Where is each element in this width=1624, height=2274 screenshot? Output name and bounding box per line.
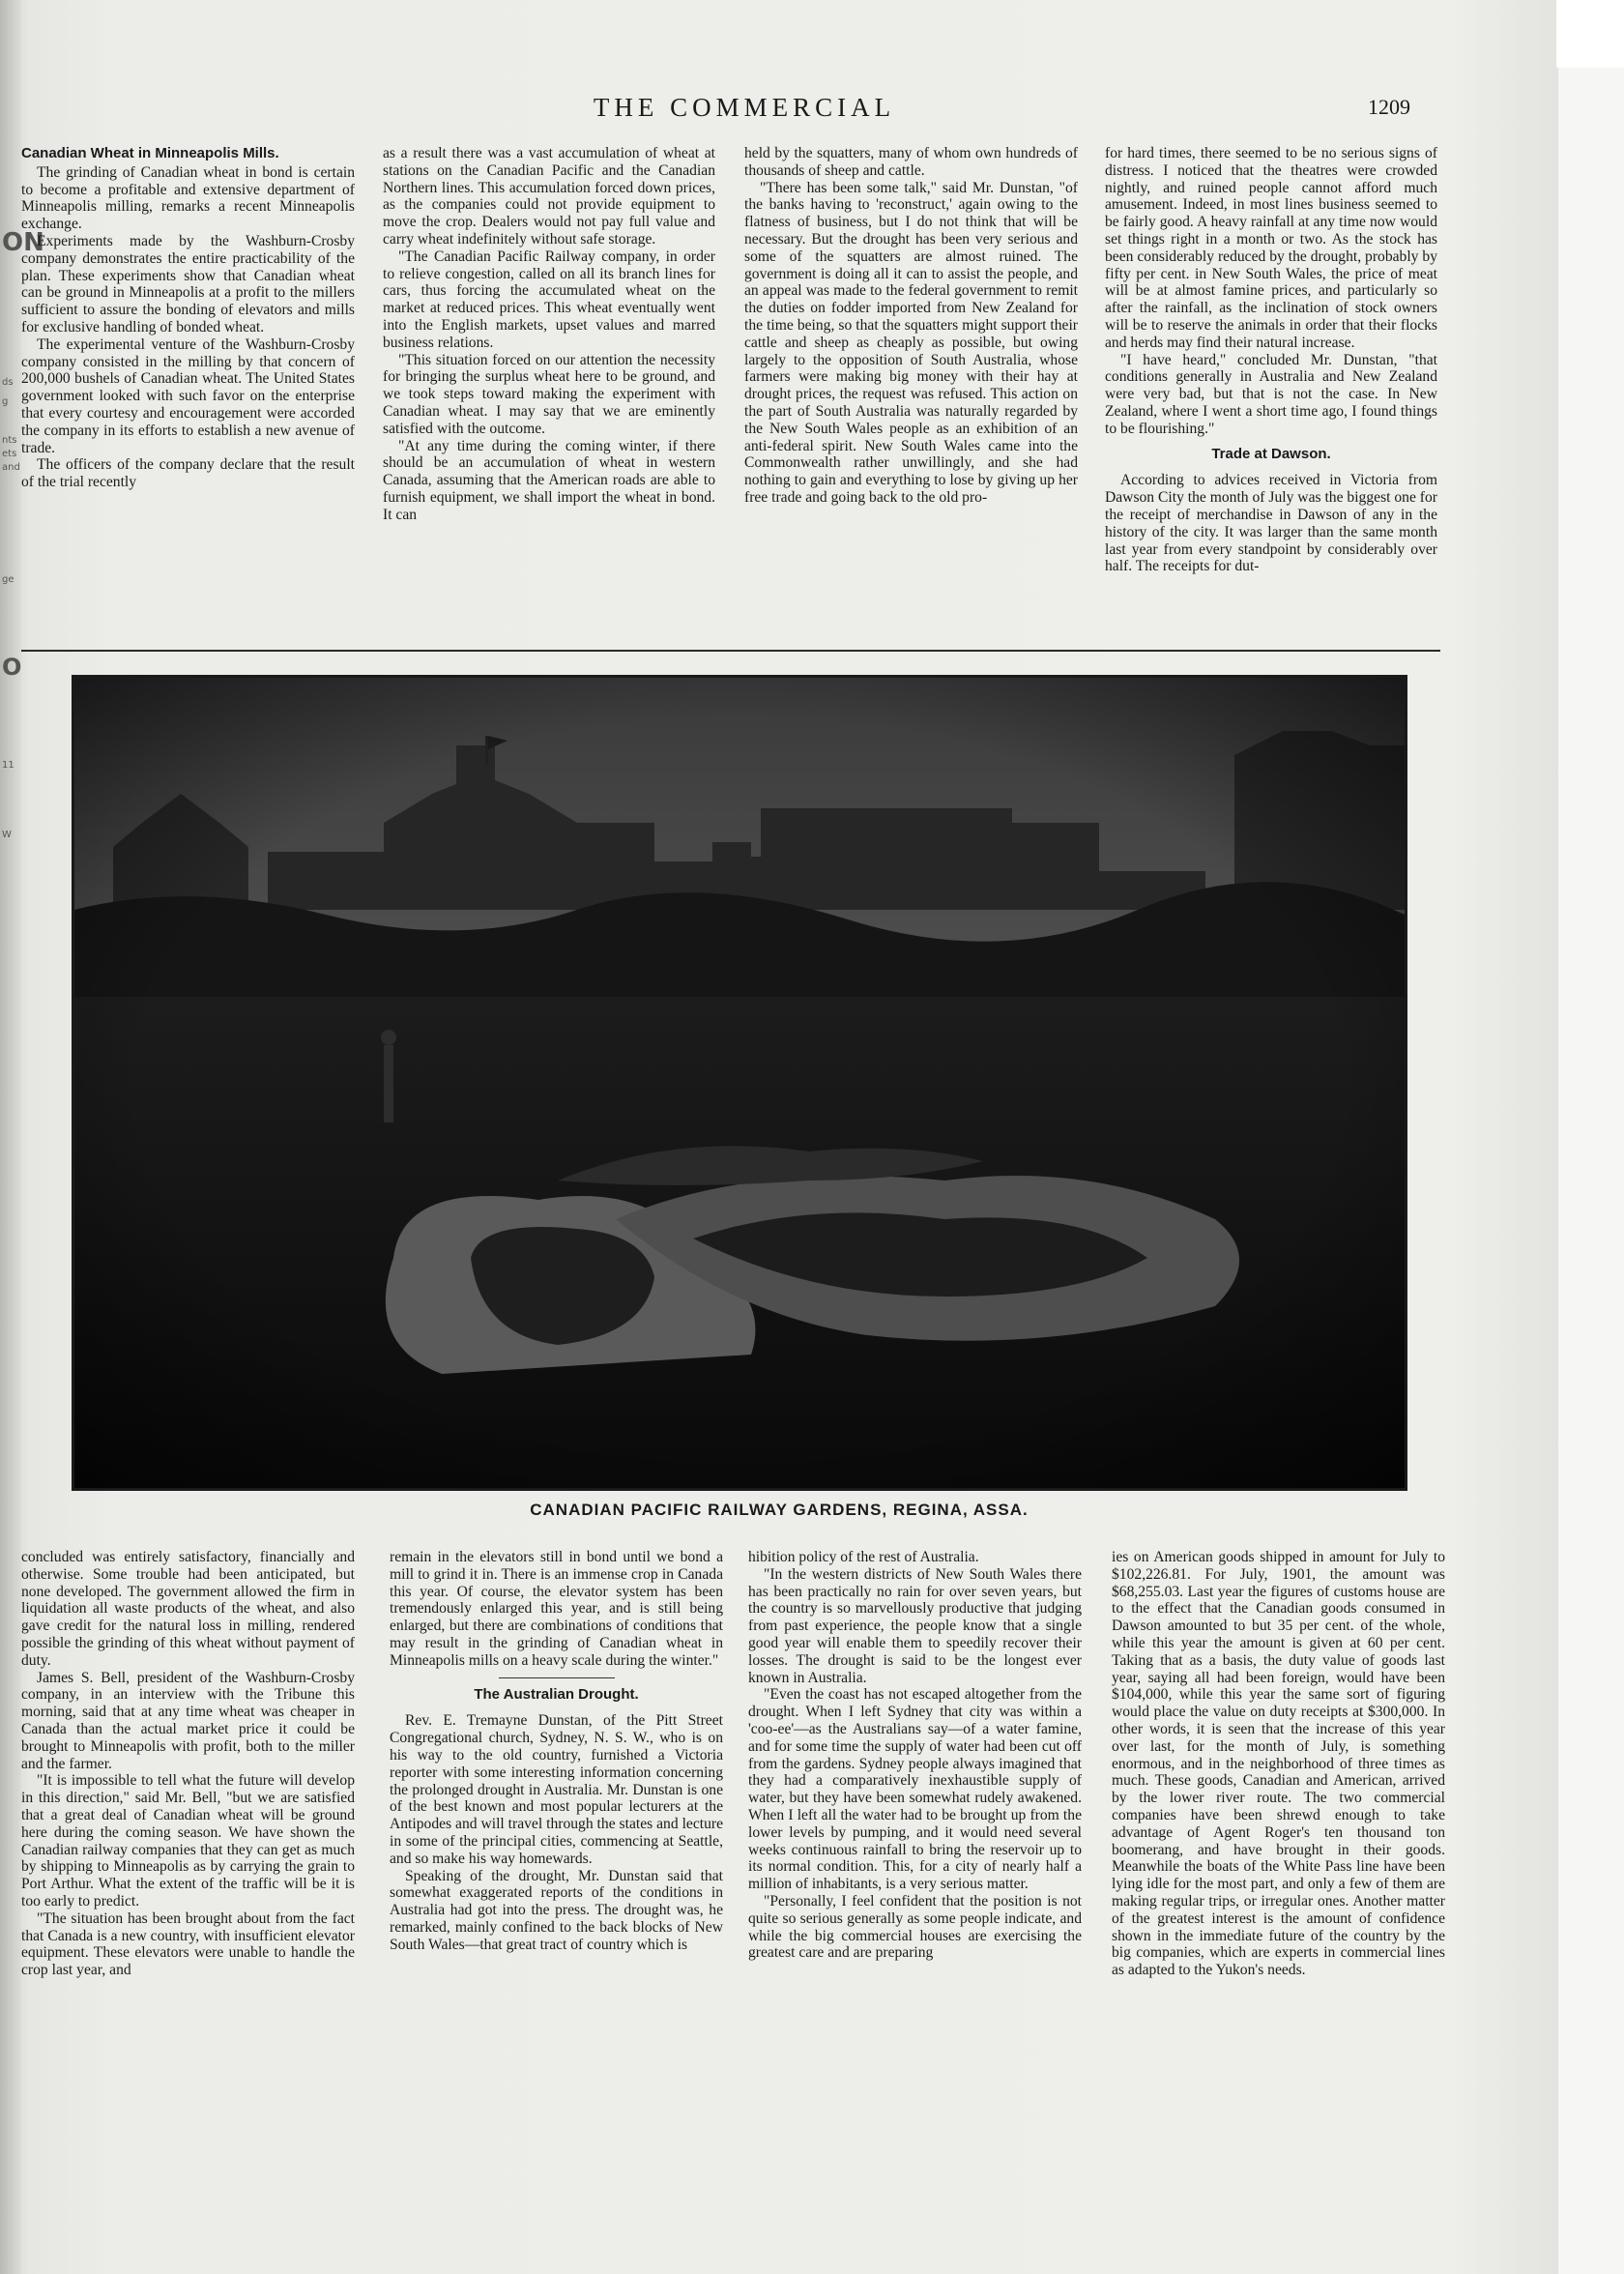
margin-fragment: and bbox=[2, 462, 20, 473]
paragraph: Experiments made by the Washburn-Crosby company demonstrates the entire practicability of the plan. These experiments show that Canadian wheat can be ground in Minneapolis at a profit to the millers sufficient to assure the bonding of elevators and mills for exclusive handling of bonded wheat. bbox=[21, 232, 355, 335]
paragraph: The grinding of Canadian wheat in bond is certain to become a profitable and extensive department of Minneapolis milling, remarks a recent Minneapolis exchange. bbox=[21, 163, 355, 233]
margin-fragment: ON bbox=[2, 228, 44, 257]
paragraph: "At any time during the coming winter, if there should be an accumulation of wheat in western Canada, assuming that the American roads are able to furnish equipment, we shall import the wheat in bond. It can bbox=[383, 437, 715, 523]
paragraph: James S. Bell, president of the Washburn-Crosby company, in an interview with the Tribune this morning, said that at any time wheat was cheaper in Canada than the actual market price it could be brought to Minneapolis with profit, both to the miller and the farmer. bbox=[21, 1669, 355, 1772]
paragraph: Rev. E. Tremayne Dunstan, of the Pitt Street Congregational church, Sydney, N. S. W., who is on his way to the old country, furnished a Victoria reporter with some interesting information concerning the prolonged drought in Australia. Mr. Dunstan is one of the best known and most popular lecturers at the Antipodes and will travel through the states and lecture in some of the principal cities, commencing at Seattle, and so make his way homewards. bbox=[390, 1712, 723, 1867]
article-heading: Canadian Wheat in Minneapolis Mills. bbox=[21, 145, 279, 161]
article-column-top-1 bbox=[21, 145, 355, 646]
paragraph: According to advices received in Victoria from Dawson City the month of July was the biggest one for the receipt of merchandise in Dawson of any in the history of the city. It was larger than the same month last year from every standpoint by considerably over half. The receipts for dut- bbox=[1105, 472, 1437, 575]
section-rule bbox=[21, 650, 1440, 652]
paragraph: ies on American goods shipped in amount for July to $102,226.81. For July, 1901, the amount was $68,255.03. Last year the figures of customs house are to the effect that the Canadian goods consumed in Dawson amounted to but 35 per cent. of the whole, while this year the amount is given at 60 per cent. Taking that as a basis, the duty value of goods last year, saying all had been foreign, would have been $104,000, while this year the same sort of figuring would place the value on duty receipts at $300,000. In other words, it is seen that the increase of this year over last, for the month of July, is something enormous, and in the neighborhood of three times as much. These goods, Canadian and American, arrived by the lower river route. The two commercial companies have been shrewd enough to take advantage of Agent Roger's ten thousand ton boomerang, and have brought in their goods. Meanwhile the boats of the White Pass line have been lying idle for the most part, and only a few of them are making regular trips, or irregular ones. Another matter of the greatest interest is the amount of confidence shown in the immediate future of the country by the big companies, which are experts in commercial lines as adapted to the Yukon's needs. bbox=[1112, 1549, 1445, 1979]
article-column-top-2 bbox=[383, 145, 715, 646]
margin-fragment: ge bbox=[2, 574, 14, 585]
paragraph: The experimental venture of the Washburn-Crosby company consisted in the milling by that concern of 200,000 bushels of Canadian wheat. The United States government looked with such favor on the enterprise that every courtesy and encouragement were accorded the company in its efforts to establish a new avenue of trade. bbox=[21, 335, 355, 456]
paragraph: "Personally, I feel confident that the position is not quite so serious generally as some people indicate, and while the big commercial houses are exercising the greatest care and are preparing bbox=[748, 1892, 1082, 1962]
divider bbox=[499, 1677, 615, 1678]
margin-fragment: O bbox=[2, 654, 22, 681]
paragraph: "The Canadian Pacific Railway company, in order to relieve congestion, called on all its branch lines for cars, thus forcing the accumulated wheat on the market at reduced prices. This wheat eventually went into the English markets, upset values and marred business relations. bbox=[383, 248, 715, 351]
article-column-bottom-4 bbox=[1112, 1549, 1445, 2129]
photograph-gardens bbox=[72, 675, 1407, 1491]
margin-fragment: ets bbox=[2, 449, 17, 459]
paragraph: "It is impossible to tell what the future will develop in this direction," said Mr. Bell, "but we are satisfied that a great deal of Canadian wheat will be ground here during the coming season. We have shown the Canadian railway companies that they can get as much by shipping to Minneapolis as by carrying the grain to Port Arthur. What the extent of the traffic will be it is too early to predict. bbox=[21, 1772, 355, 1910]
page-corner bbox=[1556, 0, 1624, 68]
article-column-top-4 bbox=[1105, 145, 1437, 646]
page-number: 1209 bbox=[1368, 95, 1410, 119]
paragraph: concluded was entirely satisfactory, financially and otherwise. Some trouble had been anticipated, but none developed. The government allowed the firm in liquidation all waste products of the wheat, and also gave credit for the natural loss in milling, rendered possible the grinding of this wheat without payment of duty. bbox=[21, 1549, 355, 1669]
adjacent-page-bleed bbox=[0, 228, 44, 1296]
photograph-drawing bbox=[74, 678, 1405, 1488]
paragraph: "This situation forced on our attention the necessity for bringing the surplus wheat here to be ground, and we took steps toward making the experiment with Canadian wheat. I may say that we are eminently satisfied with the outcome. bbox=[383, 351, 715, 437]
paragraph: as a result there was a vast accumulation of wheat at stations on the Canadian Pacific and the Canadian Northern lines. This accumulation forced down prices, as the companies could not provide equipment to move the crop. Dealers would not pay full value and carry wheat indefinitely without safe storage. bbox=[383, 145, 715, 248]
margin-fragment: W bbox=[2, 830, 12, 840]
margin-fragment: g bbox=[2, 396, 9, 407]
publication-title: THE COMMERCIAL bbox=[593, 93, 896, 122]
margin-fragment: 11 bbox=[2, 760, 14, 771]
paragraph: "Even the coast has not escaped altogether from the drought. When I left Sydney that city was within a 'coo-ee'—as the Australians say—of a water famine, and for some time the supply of water had been cut off from the gardens. Sydney people always imagined that they had a comparatively inexhaustible supply of water, but they have been somewhat rudely awakened. When I left all the water had to be brought up from the lower levels by pumping, and it would need several weeks continuous rainfall to bring the reservoir up to its normal condition. This, for a city of nearly half a million of inhabitants, is a very serious matter. bbox=[748, 1686, 1082, 1893]
paragraph: The officers of the company declare that the result of the trial recently bbox=[21, 456, 355, 491]
article-heading: Trade at Dawson. bbox=[1211, 445, 1331, 462]
paragraph: "I have heard," concluded Mr. Dunstan, "that conditions generally in Australia and New Zealand were very bad, but that is not the case. In New Zealand, where I went a short time ago, I found things to be flourishing." bbox=[1105, 351, 1437, 437]
paragraph: Speaking of the drought, Mr. Dunstan said that somewhat exaggerated reports of the conditions in Australia had got into the press. The drought was, he remarked, mainly confined to the back blocks of New South Wales—that great tract of country which is bbox=[390, 1867, 723, 1953]
article-column-bottom-3 bbox=[748, 1549, 1082, 2129]
right-margin bbox=[1558, 0, 1624, 2274]
photo-vignette bbox=[74, 678, 1405, 1488]
paragraph: held by the squatters, many of whom own hundreds of thousands of sheep and cattle. bbox=[744, 145, 1078, 179]
article-column-top-3 bbox=[744, 145, 1078, 646]
article-heading: The Australian Drought. bbox=[474, 1685, 639, 1703]
paragraph: hibition policy of the rest of Australia. bbox=[748, 1549, 979, 1565]
page-header bbox=[0, 93, 1558, 126]
paragraph: "There has been some talk," said Mr. Dunstan, "of the banks having to 'reconstruct,' again owing to the flatness of business, but I do not think that will be necessary. But the drought has been very serious and some of the squatters are almost ruined. The government is doing all it can to assist the people, and an appeal was made to the federal government to remit the duties on fodder imported from New Zealand for the time being, so that the squatters might support their cattle and sheep as cheaply as possible, but owing largely to the opposition of South Australia, whose farmers were making big money with their hay at drought prices, the request was refused. This action on the part of South Australia was naturally regarded by the New South Wales people as an exhibition of an anti-federal spirit. New South Wales came into the Commonwealth rather unwillingly, and she had nothing to gain and everything to lose by giving up her free trade and going back to the old pro- bbox=[744, 179, 1078, 506]
margin-fragment: nts bbox=[2, 435, 17, 446]
margin-fragment: ds bbox=[2, 377, 14, 388]
photo-caption: CANADIAN PACIFIC RAILWAY GARDENS, REGINA, ASSA. bbox=[530, 1501, 1029, 1519]
paragraph: "In the western districts of New South Wales there has been practically no rain for over seven years, but the country is so marvellously productive that judging from past experience, the people know that a single good year will enable them to speedily recover their losses. The drought is said to be the longest ever known in Australia. bbox=[748, 1565, 1082, 1686]
paragraph: for hard times, there seemed to be no serious signs of distress. I noticed that the theatres were crowded nightly, and ruined people cannot afford much amusement. Indeed, in most lines business seemed to be fairly good. A heavy rainfall at any time now would set things right in a month or two. As the stock has been considerably reduced by the drought, probably by fifty per cent. in New South Wales, the price of meat will be at almost famine prices, and particularly so after the rainfall, as the inclination of stock owners will be to reserve the animals in order that their flocks and herds may find their natural increase. bbox=[1105, 145, 1437, 351]
article-column-bottom-2 bbox=[390, 1549, 723, 2129]
article-column-bottom-1 bbox=[21, 1549, 355, 2129]
paragraph: "The situation has been brought about from the fact that Canada is a new country, with insufficient elevator equipment. These elevators were unable to handle the crop last year, and bbox=[21, 1910, 355, 1979]
paragraph: remain in the elevators still in bond until we bond a mill to grind it in. There is an immense crop in Canada this year. Of course, the elevator system has been tremendously enlarged this year, and is still being enlarged, but there are combinations of conditions that may result in the grinding of Canadian wheat in Minneapolis mills on a heavy scale during the winter." bbox=[390, 1549, 723, 1669]
